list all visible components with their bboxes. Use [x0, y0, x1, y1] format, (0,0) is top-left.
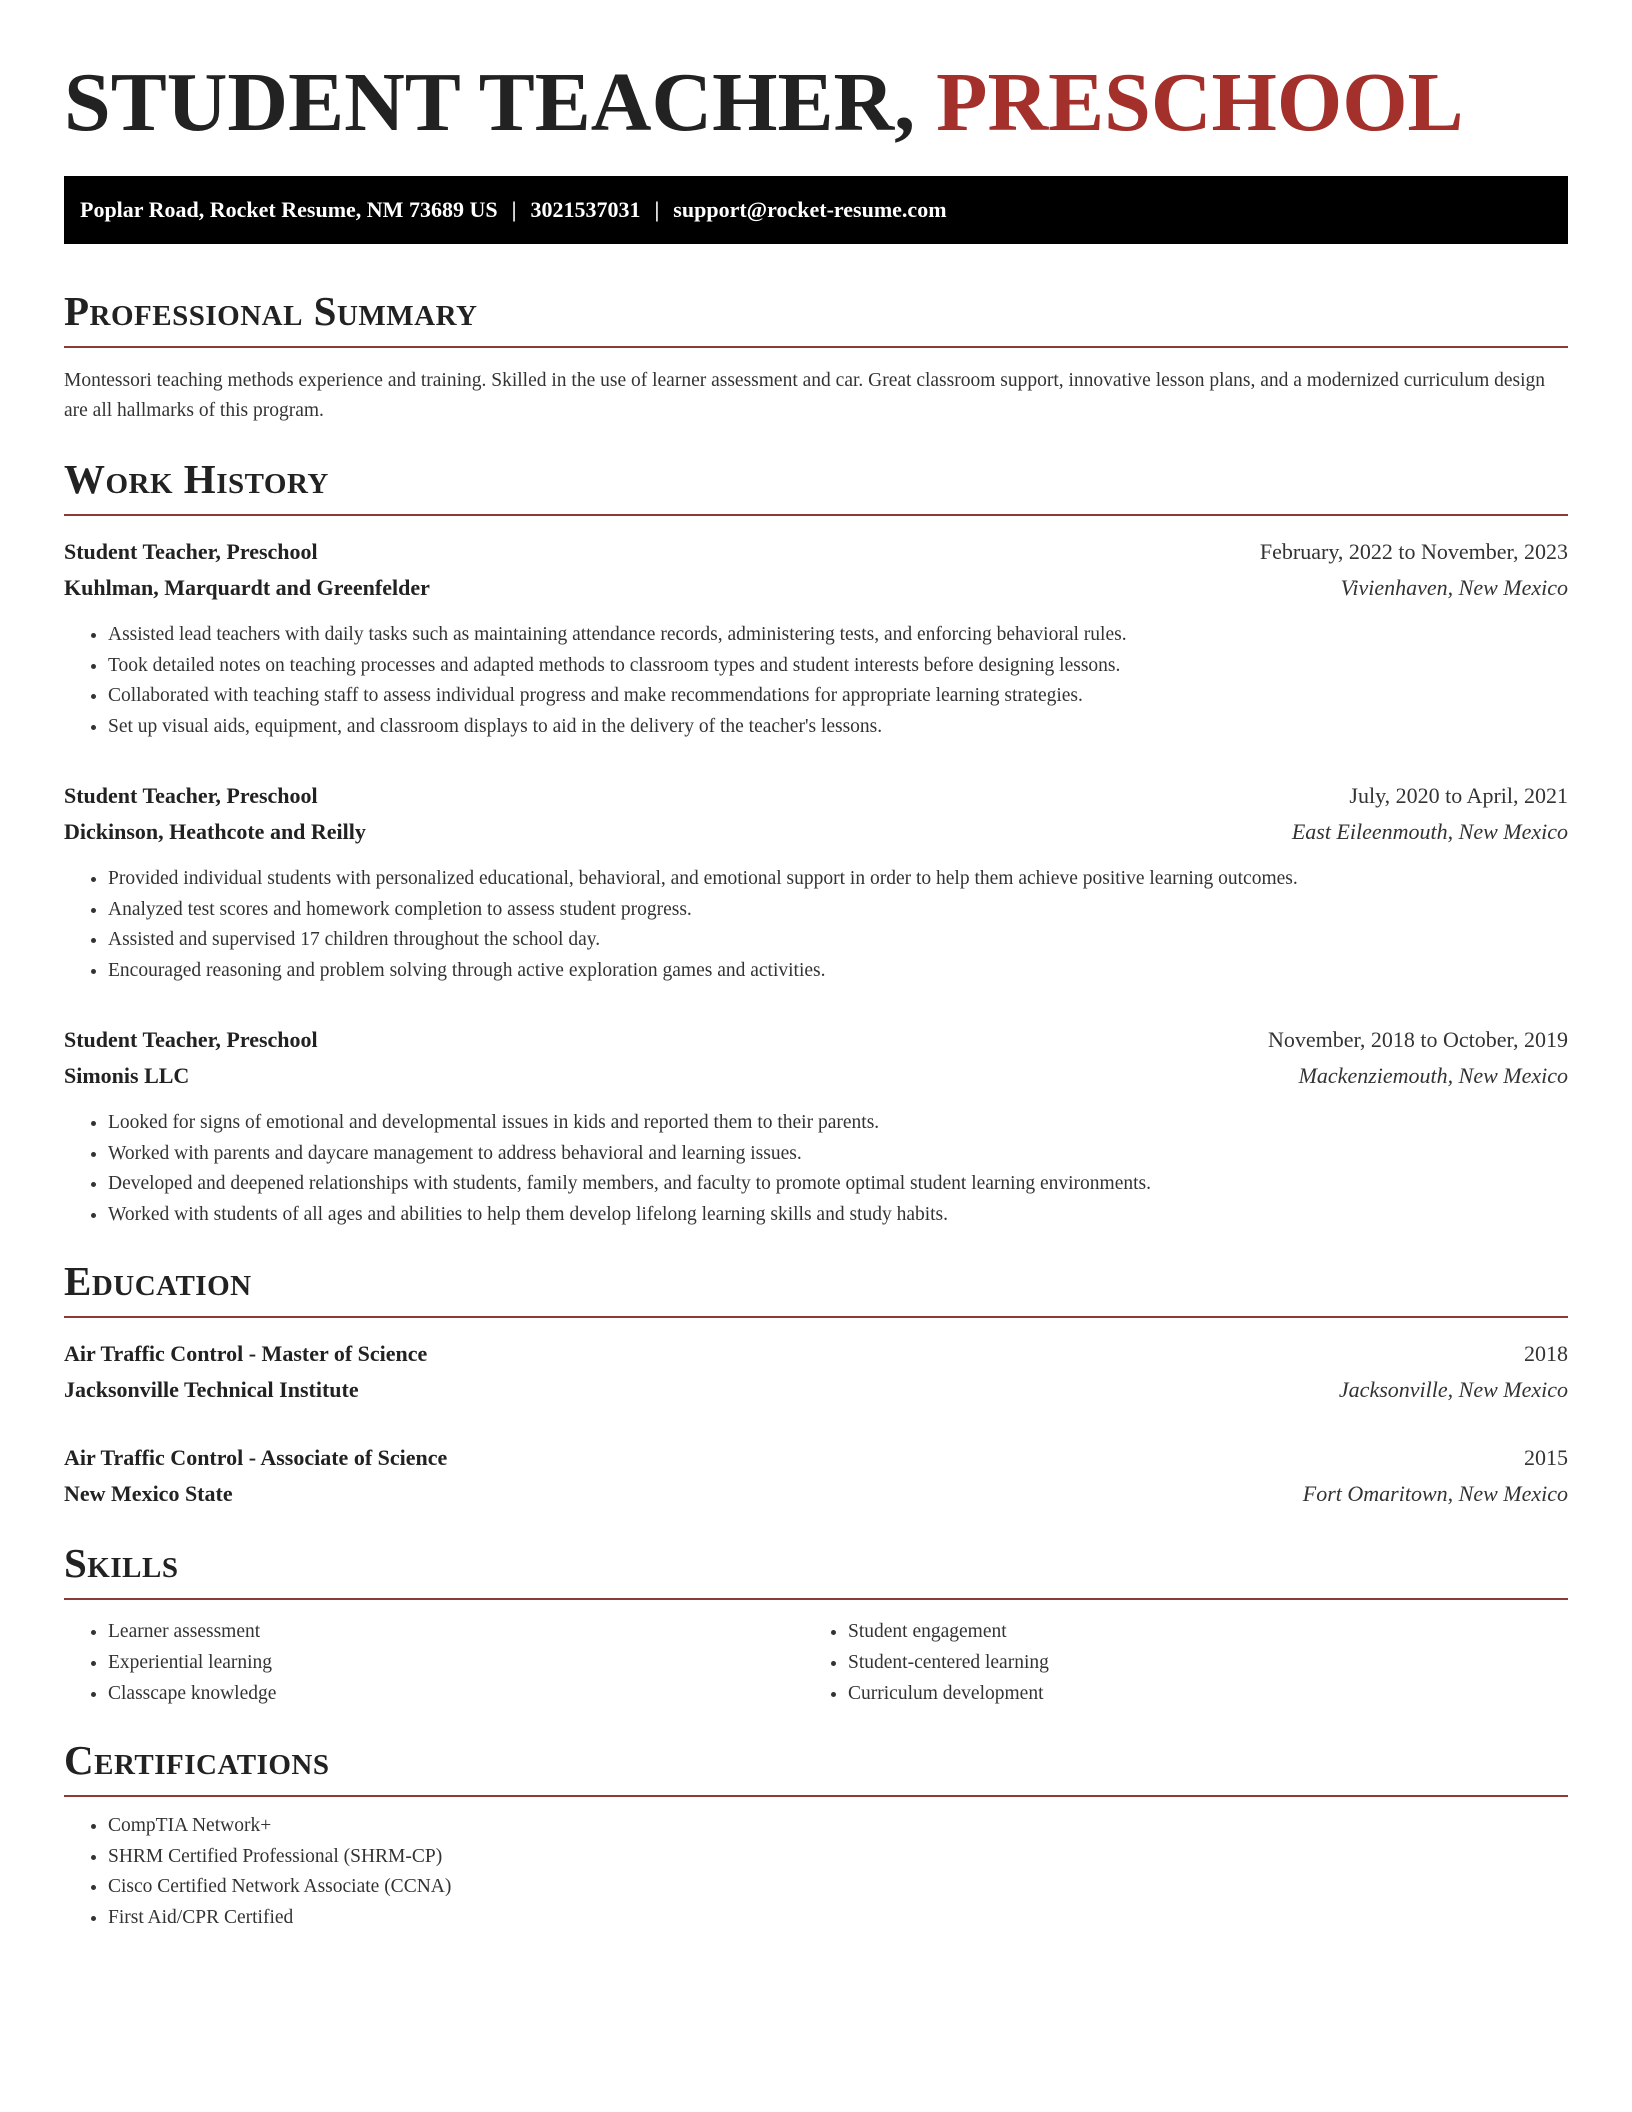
contact-address: Poplar Road, Rocket Resume, NM 73689 US — [80, 197, 498, 222]
education-degree: Air Traffic Control - Master of Science — [64, 1341, 428, 1366]
education-location: Fort Omaritown, New Mexico — [1302, 1481, 1568, 1506]
skills-column-left — [64, 1616, 804, 1709]
education-year: 2018 — [1524, 1341, 1568, 1366]
education-entry — [64, 1336, 1568, 1408]
education-school: New Mexico State — [64, 1481, 233, 1506]
job-role: Student Teacher, Preschool — [64, 783, 318, 808]
list-item: • First Aid/CPR Certified — [108, 1903, 1568, 1934]
work-entry-subheader — [64, 1058, 1568, 1094]
list-item: • Provided individual students with personalized educational, behavioral, and emotional support in order to help them achieve positive learning outcomes. — [108, 864, 1568, 895]
work-entry — [64, 534, 1568, 742]
job-dates: November, 2018 to October, 2019 — [1267, 1027, 1568, 1052]
section-title-certifications: Certifications — [64, 1737, 1568, 1797]
list-item: • Assisted and supervised 17 children throughout the school day. — [108, 925, 1568, 956]
list-item: • Student engagement — [848, 1616, 1544, 1647]
list-item: • Learner assessment — [108, 1616, 804, 1647]
education-entry — [64, 1440, 1568, 1512]
section-title-education: Education — [64, 1258, 1568, 1318]
list-item: • Classcape knowledge — [108, 1678, 804, 1709]
work-entry — [64, 1022, 1568, 1230]
education-entry-header — [64, 1440, 1568, 1476]
contact-email[interactable]: support@rocket-resume.com — [673, 197, 947, 222]
education-degree: Air Traffic Control - Associate of Science — [64, 1445, 448, 1470]
name-accent: PRESCHOOL — [936, 56, 1464, 149]
section-title-summary: Professional Summary — [64, 288, 1568, 348]
job-bullets — [64, 864, 1568, 986]
job-bullets — [64, 620, 1568, 742]
list-item: • Worked with parents and daycare management to address behavioral and learning issues. — [108, 1139, 1568, 1170]
resume-page — [64, 0, 1568, 1933]
list-item: • CompTIA Network+ — [108, 1811, 1568, 1842]
contact-phone[interactable]: 3021537031 — [530, 197, 641, 222]
list-item: • Assisted lead teachers with daily tasks such as maintaining attendance records, administering tests, and enforcing behavioral rules. — [108, 620, 1568, 651]
education-entry-subheader — [64, 1372, 1568, 1408]
work-entry-subheader — [64, 814, 1568, 850]
list-item: • Looked for signs of emotional and developmental issues in kids and reported them to their parents. — [108, 1108, 1568, 1139]
job-company: Kuhlman, Marquardt and Greenfelder — [64, 575, 430, 600]
job-company: Simonis LLC — [64, 1063, 190, 1088]
section-title-work: Work History — [64, 456, 1568, 516]
section-title-skills: Skills — [64, 1540, 1568, 1600]
job-dates: February, 2022 to November, 2023 — [1259, 539, 1568, 564]
skills-column-right — [804, 1616, 1544, 1709]
work-entry-header — [64, 778, 1568, 814]
job-location: Mackenziemouth, New Mexico — [1298, 1063, 1568, 1088]
work-entry-subheader — [64, 570, 1568, 606]
list-item: • Worked with students of all ages and abilities to help them develop lifelong learning skills and study habits. — [108, 1200, 1568, 1231]
list-item: • Cisco Certified Network Associate (CCNA) — [108, 1872, 1568, 1903]
list-item: • Collaborated with teaching staff to assess individual progress and make recommendations for appropriate learning strategies. — [108, 681, 1568, 712]
name-main: STUDENT TEACHER, — [64, 56, 937, 149]
job-location: East Eileenmouth, New Mexico — [1291, 819, 1568, 844]
resume-name — [64, 0, 1568, 156]
list-item: • Developed and deepened relationships with students, family members, and faculty to promote optimal student learning environments. — [108, 1169, 1568, 1200]
list-item: • Set up visual aids, equipment, and classroom displays to aid in the delivery of the teacher's lessons. — [108, 712, 1568, 743]
job-role: Student Teacher, Preschool — [64, 539, 318, 564]
skills-grid — [64, 1616, 1568, 1709]
education-location: Jacksonville, New Mexico — [1338, 1377, 1568, 1402]
list-item: • Took detailed notes on teaching processes and adapted methods to classroom types and student interests before designing lessons. — [108, 651, 1568, 682]
job-location: Vivienhaven, New Mexico — [1340, 575, 1568, 600]
work-entry-header — [64, 1022, 1568, 1058]
job-company: Dickinson, Heathcote and Reilly — [64, 819, 366, 844]
list-item: • Experiential learning — [108, 1647, 804, 1678]
work-entry — [64, 778, 1568, 986]
education-school: Jacksonville Technical Institute — [64, 1377, 359, 1402]
contact-bar — [64, 176, 1568, 244]
education-entry-header — [64, 1336, 1568, 1372]
list-item: • Student-centered learning — [848, 1647, 1544, 1678]
job-dates: July, 2020 to April, 2021 — [1349, 783, 1568, 808]
certifications-list — [64, 1811, 1568, 1933]
list-item: • Encouraged reasoning and problem solving through active exploration games and activities. — [108, 956, 1568, 987]
list-item: • SHRM Certified Professional (SHRM-CP) — [108, 1842, 1568, 1873]
summary-text: Montessori teaching methods experience and training. Skilled in the use of learner assessment and car. Great classroom support, innovative lesson plans, and a modernized curriculum design are all hallmarks of this program. — [64, 370, 1546, 421]
job-bullets — [64, 1108, 1568, 1230]
contact-separator: | — [654, 197, 660, 222]
work-entry-header — [64, 534, 1568, 570]
list-item: • Curriculum development — [848, 1678, 1544, 1709]
list-item: • Analyzed test scores and homework completion to assess student progress. — [108, 895, 1568, 926]
education-year: 2015 — [1524, 1445, 1568, 1470]
job-role: Student Teacher, Preschool — [64, 1027, 318, 1052]
contact-separator: | — [511, 197, 517, 222]
education-entry-subheader — [64, 1476, 1568, 1512]
